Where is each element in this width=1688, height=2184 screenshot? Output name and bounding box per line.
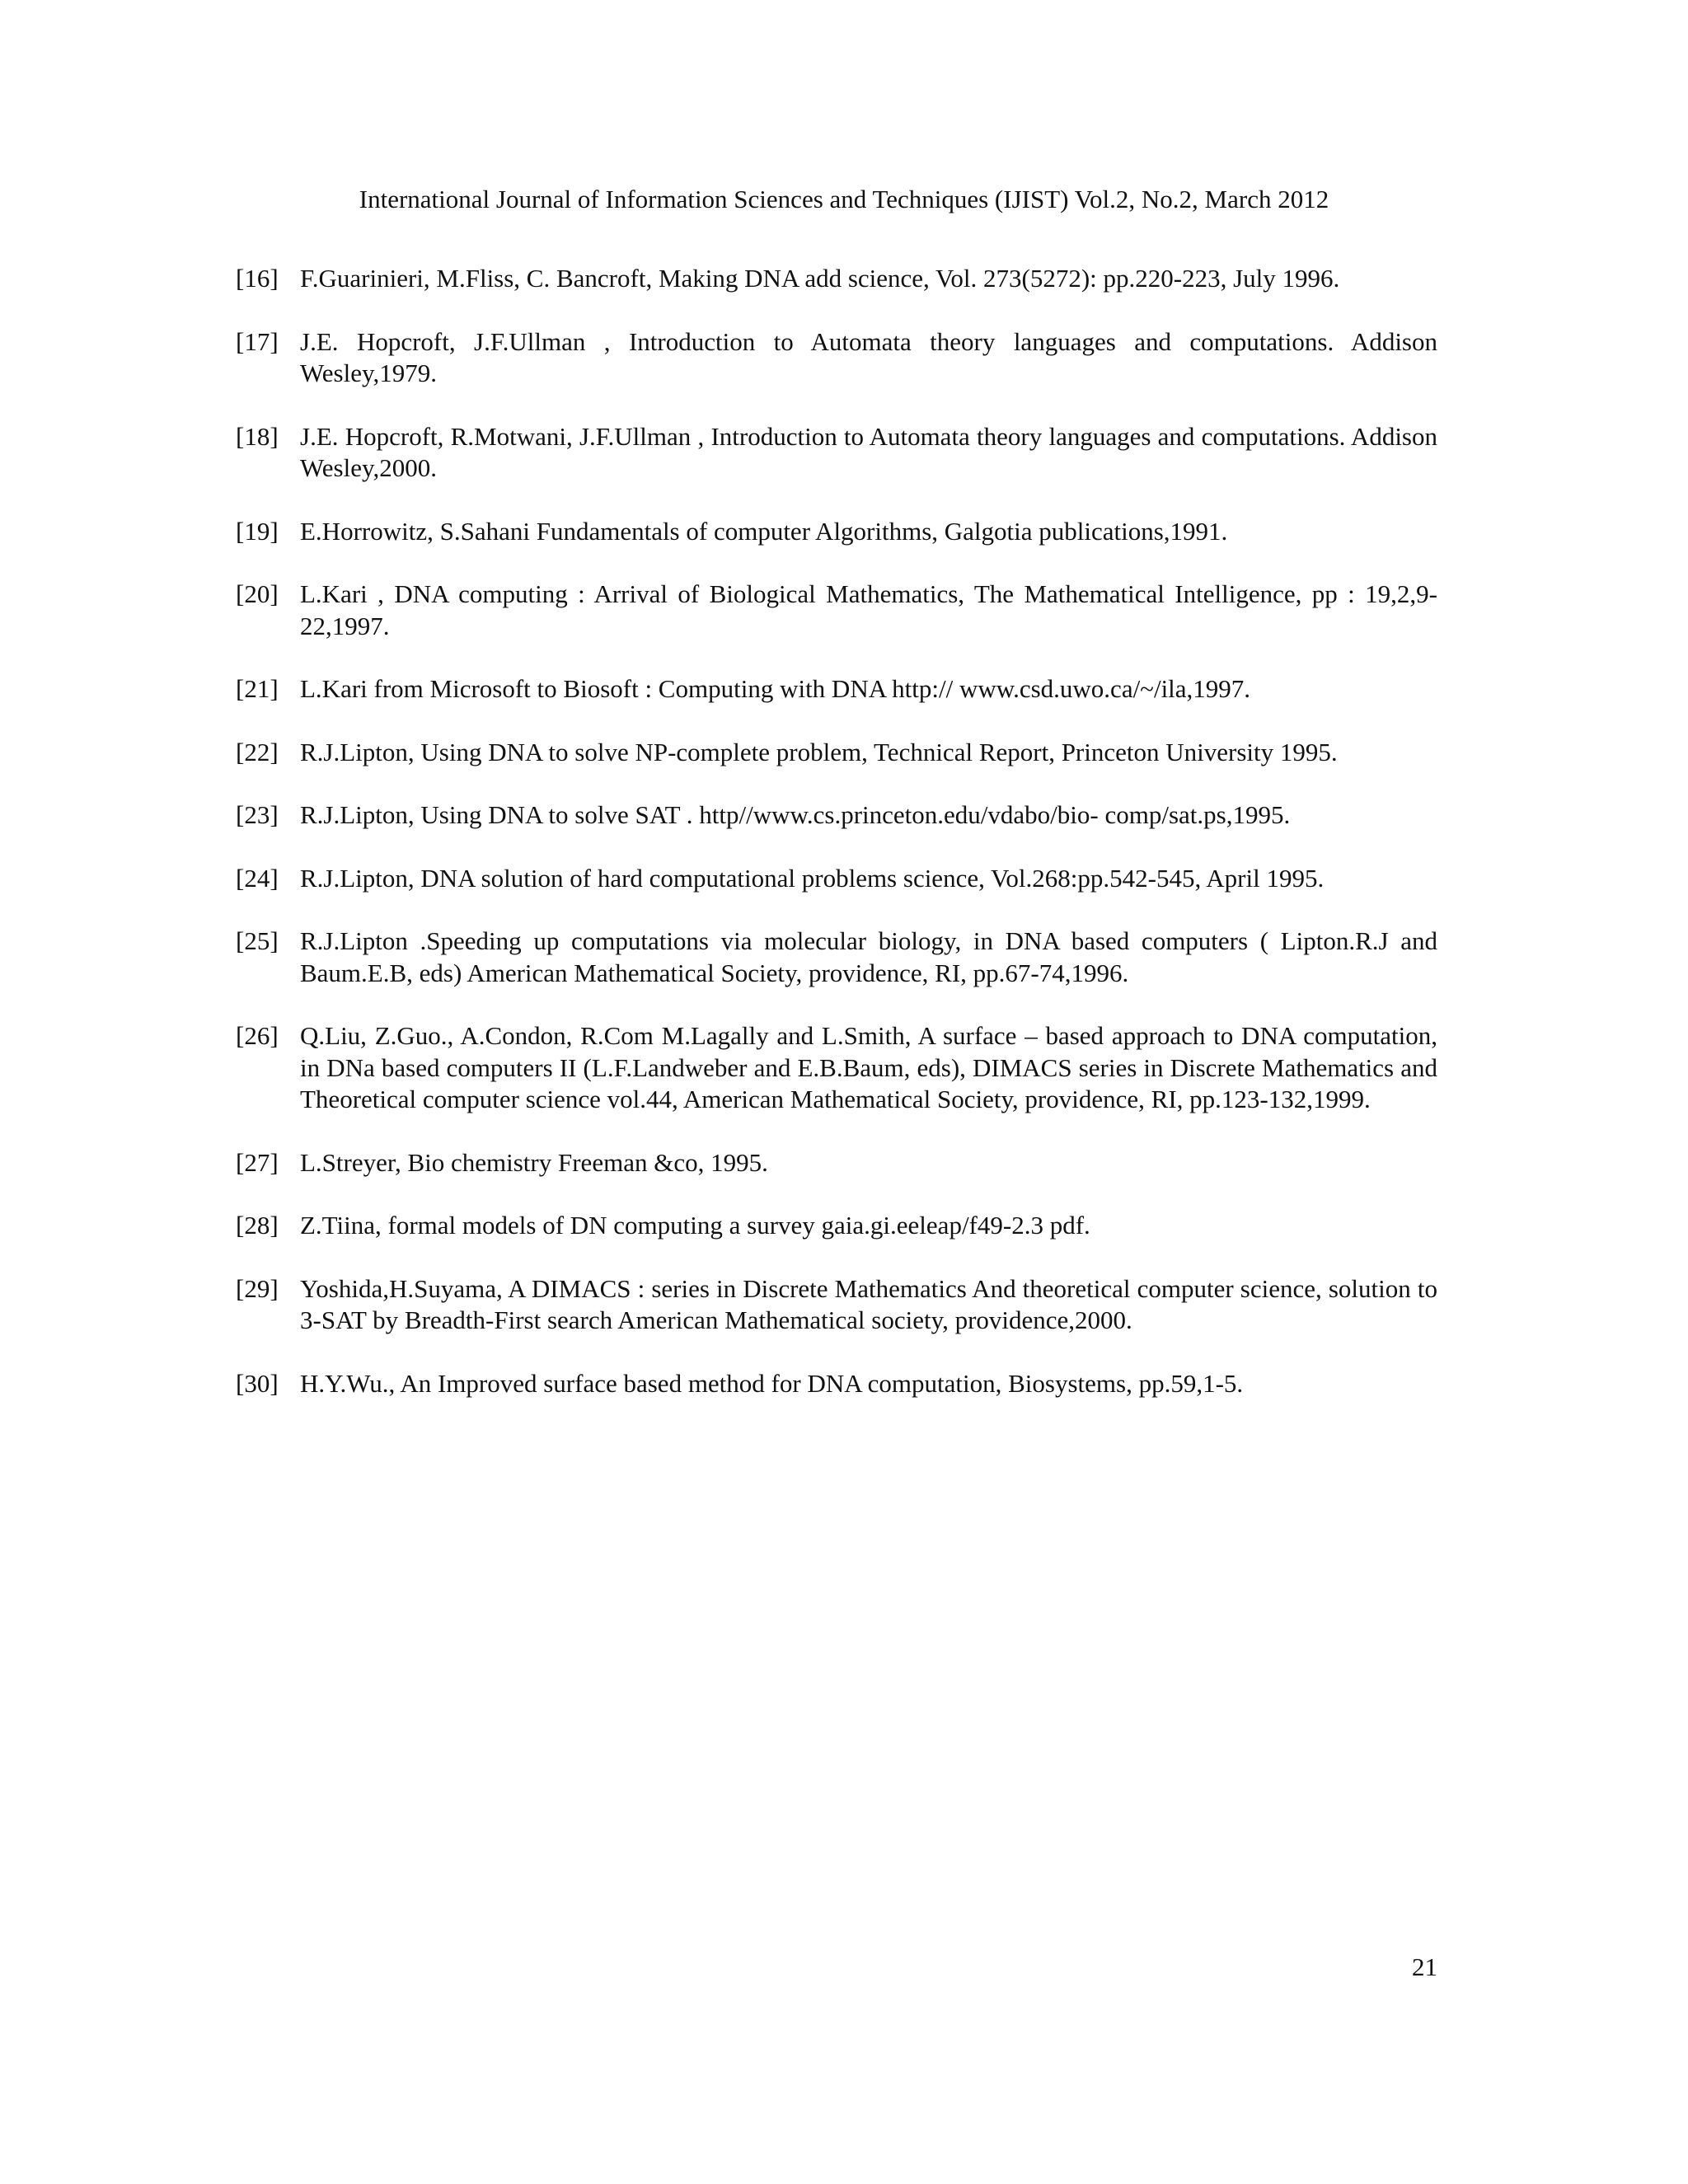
reference-item-27	[236, 1147, 1437, 1179]
reference-item-22	[236, 737, 1437, 769]
reference-text: H.Y.Wu., An Improved surface based method for DNA computation, Biosystems, pp.59,1-5.	[300, 1368, 1244, 1398]
reference-text: Yoshida,H.Suyama, A DIMACS : series in Discrete Mathematics And theoretical computer science, solution to 3-SAT by Breadth-First search American Mathematical society, providence,2000.	[300, 1273, 1437, 1334]
reference-item-28	[236, 1210, 1437, 1242]
reference-item-26	[236, 1020, 1437, 1116]
reference-number: [19]	[236, 516, 279, 546]
reference-text: L.Kari from Microsoft to Biosoft : Computing with DNA http:// www.csd.uwo.ca/~/ila,1997.	[300, 674, 1251, 703]
reference-item-23	[236, 799, 1437, 832]
reference-list	[236, 263, 1437, 1431]
reference-item-16	[236, 263, 1437, 295]
reference-number: [28]	[236, 1211, 279, 1240]
reference-item-29	[236, 1273, 1437, 1337]
reference-number: [30]	[236, 1368, 279, 1398]
reference-text: R.J.Lipton, Using DNA to solve SAT . http//www.cs.princeton.edu/vdabo/bio- comp/sat.ps,1995.	[300, 800, 1291, 829]
page-number: 21	[1412, 1952, 1437, 1981]
reference-item-18	[236, 421, 1437, 485]
reference-text: J.E. Hopcroft, J.F.Ullman , Introduction to Automata theory languages and computations. Addison Wesley,1979.	[300, 326, 1437, 387]
reference-number: [23]	[236, 800, 279, 829]
reference-number: [20]	[236, 579, 279, 608]
reference-number: [24]	[236, 863, 279, 893]
reference-text: J.E. Hopcroft, R.Motwani, J.F.Ullman , Introduction to Automata theory languages and computations. Addison Wesley,2000.	[300, 421, 1437, 482]
reference-text: L.Kari , DNA computing : Arrival of Biological Mathematics, The Mathematical Intelligence, pp : 19,2,9-22,1997.	[300, 579, 1437, 640]
reference-item-21	[236, 673, 1437, 705]
reference-number: [26]	[236, 1021, 279, 1050]
reference-number: [17]	[236, 326, 279, 356]
reference-item-30	[236, 1368, 1437, 1400]
reference-item-17	[236, 326, 1437, 390]
reference-text: R.J.Lipton .Speeding up computations via molecular biology, in DNA based computers ( Lipton.R.J and Baum.E.B, eds) American Mathematical Society, providence, RI, pp.67-74,1996.	[300, 926, 1437, 987]
reference-number: [25]	[236, 926, 279, 955]
reference-text: R.J.Lipton, DNA solution of hard computational problems science, Vol.268:pp.542-545, April 1995.	[300, 863, 1325, 893]
reference-text: L.Streyer, Bio chemistry Freeman &co, 1995.	[300, 1147, 768, 1177]
reference-item-25	[236, 926, 1437, 989]
reference-number: [18]	[236, 421, 279, 451]
reference-text: R.J.Lipton, Using DNA to solve NP-complete problem, Technical Report, Princeton University 1995.	[300, 737, 1338, 766]
reference-number: [16]	[236, 264, 279, 293]
reference-number: [22]	[236, 737, 279, 766]
reference-text: F.Guarinieri, M.Fliss, C. Bancroft, Making DNA add science, Vol. 273(5272): pp.220-223, July 1996.	[300, 264, 1340, 293]
running-header: International Journal of Information Sciences and Techniques (IJIST) Vol.2, No.2, March 2012	[359, 185, 1329, 213]
reference-text: E.Horrowitz, S.Sahani Fundamentals of computer Algorithms, Galgotia publications,1991.	[300, 516, 1228, 546]
reference-item-19	[236, 516, 1437, 548]
reference-text: Z.Tiina, formal models of DN computing a survey gaia.gi.eeleap/f49-2.3 pdf.	[300, 1211, 1090, 1240]
reference-number: [29]	[236, 1273, 279, 1303]
reference-item-20	[236, 579, 1437, 642]
reference-number: [21]	[236, 674, 279, 703]
reference-text: Q.Liu, Z.Guo., A.Condon, R.Com M.Lagally and L.Smith, A surface – based approach to DNA computation, in DNa based computers II (L.F.Landweber and E.B.Baum, eds), DIMACS series in Discrete Mathematics and Theoretical computer science vol.44, American Mathematical Society, providence, RI, pp.123-132,1999.	[300, 1021, 1437, 1113]
reference-item-24	[236, 863, 1437, 895]
reference-number: [27]	[236, 1147, 279, 1177]
